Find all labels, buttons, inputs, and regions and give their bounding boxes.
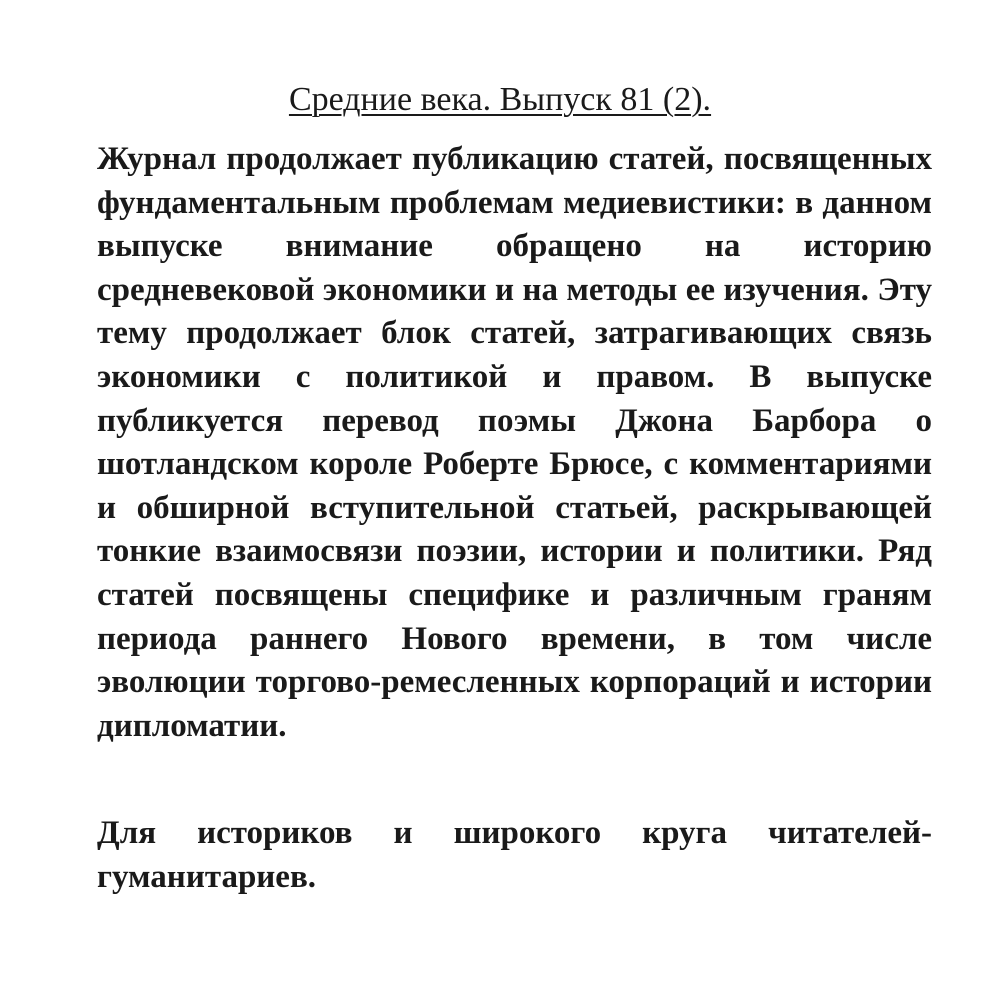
document-title (0, 76, 1000, 124)
document-title-text: Средние века. Выпуск 81 (2). (288, 81, 712, 118)
description-paragraph: Журнал продолжает публикацию статей, посвященных фундаментальным проблемам медиевистики: в данном выпуске внимание обращено на историю средневековой экономики и на методы ее изучения. Эту тему продолжает блок статей, затрагивающих связь экономики с политикой и правом. В выпуске публикуется перевод поэмы Джона Барбора о шотландском короле Роберте Брюсе, с комментариями и обширной вступительной статьей, раскрывающей тонкие взаимосвязи поэзии, истории и политики. Ряд статей посвящены специфике и различным граням периода раннего Нового времени, в том числе эволюции торгово-ремесленных корпораций и истории дипломатии. (97, 141, 932, 744)
audience-paragraph: Для историков и широкого круга читателей-гуманитариев. (97, 815, 932, 895)
